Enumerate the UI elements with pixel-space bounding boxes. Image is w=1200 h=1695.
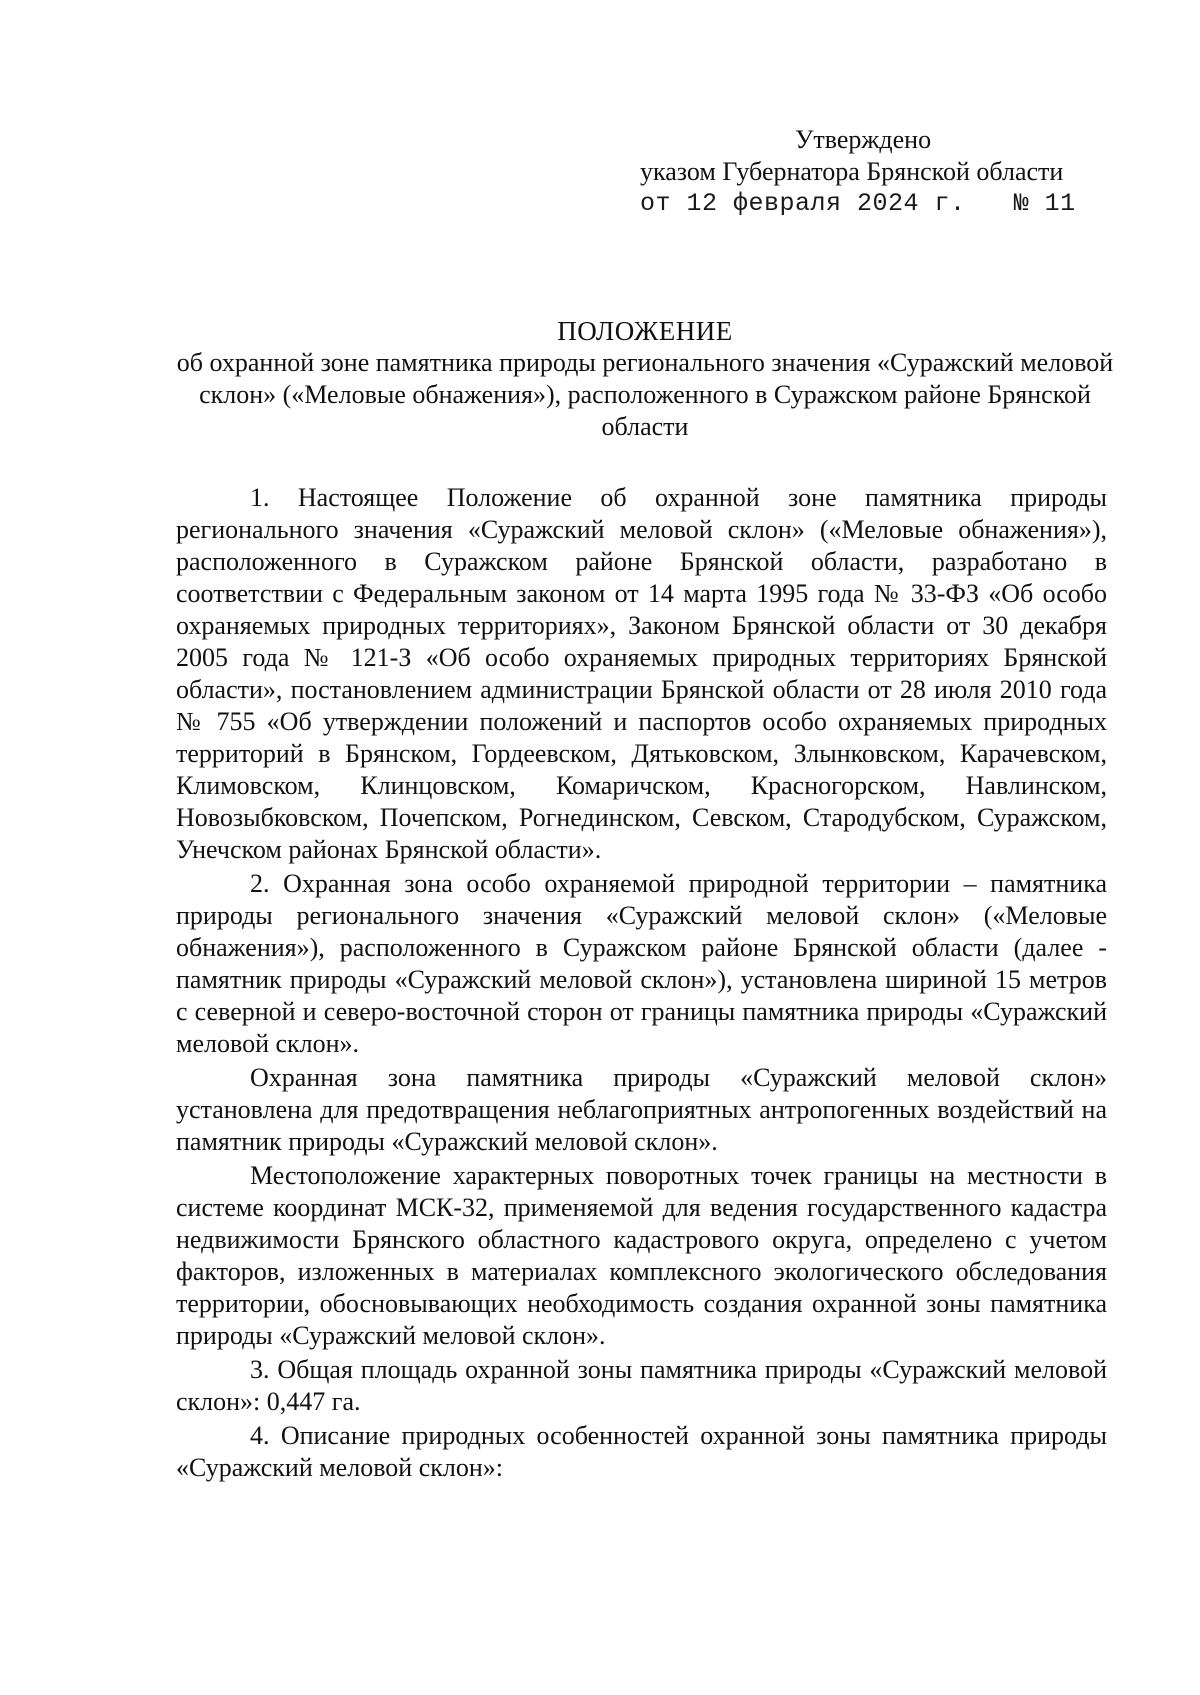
approval-authority: указом Губернатора Брянской области bbox=[640, 157, 1064, 186]
paragraph-1: 1. Настоящее Положение об охранной зоне памятника природы регионального значения «Суражский меловой склон» («Меловые обнажения»), расположенного в Суражском районе Брянской области, разработано в соответствии с Федеральным законом от 14 марта 1995 года № 33-ФЗ «Об особо охраняемых природных территориях», Законом Брянской области от 30 декабря 2005 года № 121-З «Об особо охраняемых природных территориях Брянской области», постановлением администрации Брянской области от 28 июля 2010 года № 755 «Об утверждении положений и паспортов особо охраняемых природных территорий в Брянском, Гордеевском, Дятьковском, Злынковском, Карачевском, Климовском, Клинцовском, Комаричском, Красногорском, Навлинском, Новозыбковском, Почепском, Рогнединском, Севском, Стародубском, Суражском, Унечском районах Брянской области». bbox=[176, 483, 1107, 864]
paragraph-4: Местоположение характерных поворотных точек границы на местности в системе координат МСК-32, применяемой для ведения государственного кадастра недвижимости Брянского областного кадастрового округа, определено с учетом факторов, изложенных в материалах комплексного экологического обследования территории, обосновывающих необходимость создания охранной зоны памятника природы «Суражский меловой склон». bbox=[176, 1161, 1107, 1350]
document-title: ПОЛОЖЕНИЕ bbox=[557, 316, 733, 346]
approval-date: от 12 февраля 2024 г. bbox=[640, 189, 966, 218]
paragraph-3: Охранная зона памятника природы «Суражский меловой склон» установлена для предотвращения неблагоприятных антропогенных воздействий на памятник природы «Суражский меловой склон». bbox=[176, 1063, 1107, 1156]
paragraph-5: 3. Общая площадь охранной зоны памятника природы «Суражский меловой склон»: 0,447 га. bbox=[176, 1355, 1107, 1416]
approval-date-number bbox=[640, 188, 1120, 220]
document-body bbox=[176, 482, 1107, 1484]
document-subtitle: об охранной зоне памятника природы регионального значения «Суражский меловой склон» («Меловые обнажения»), расположенного в Суражском районе Брянской области bbox=[176, 348, 1114, 441]
approval-stamp bbox=[640, 124, 1120, 220]
paragraph-2: 2. Охранная зона особо охраняемой природной территории – памятника природы регионального значения «Суражский меловой склон» («Меловые обнажения»), расположенного в Суражском районе Брянской области (далее - памятник природы «Суражский меловой склон»), установлена шириной 15 метров с северной и северо-восточной сторон от границы памятника природы «Суражский меловой склон». bbox=[176, 869, 1107, 1058]
paragraph-6: 4. Описание природных особенностей охранной зоны памятника природы «Суражский меловой склон»: bbox=[176, 1421, 1107, 1482]
document-heading bbox=[170, 315, 1120, 443]
approval-title: Утверждено bbox=[795, 125, 932, 154]
approval-number: № 11 bbox=[1013, 189, 1076, 218]
